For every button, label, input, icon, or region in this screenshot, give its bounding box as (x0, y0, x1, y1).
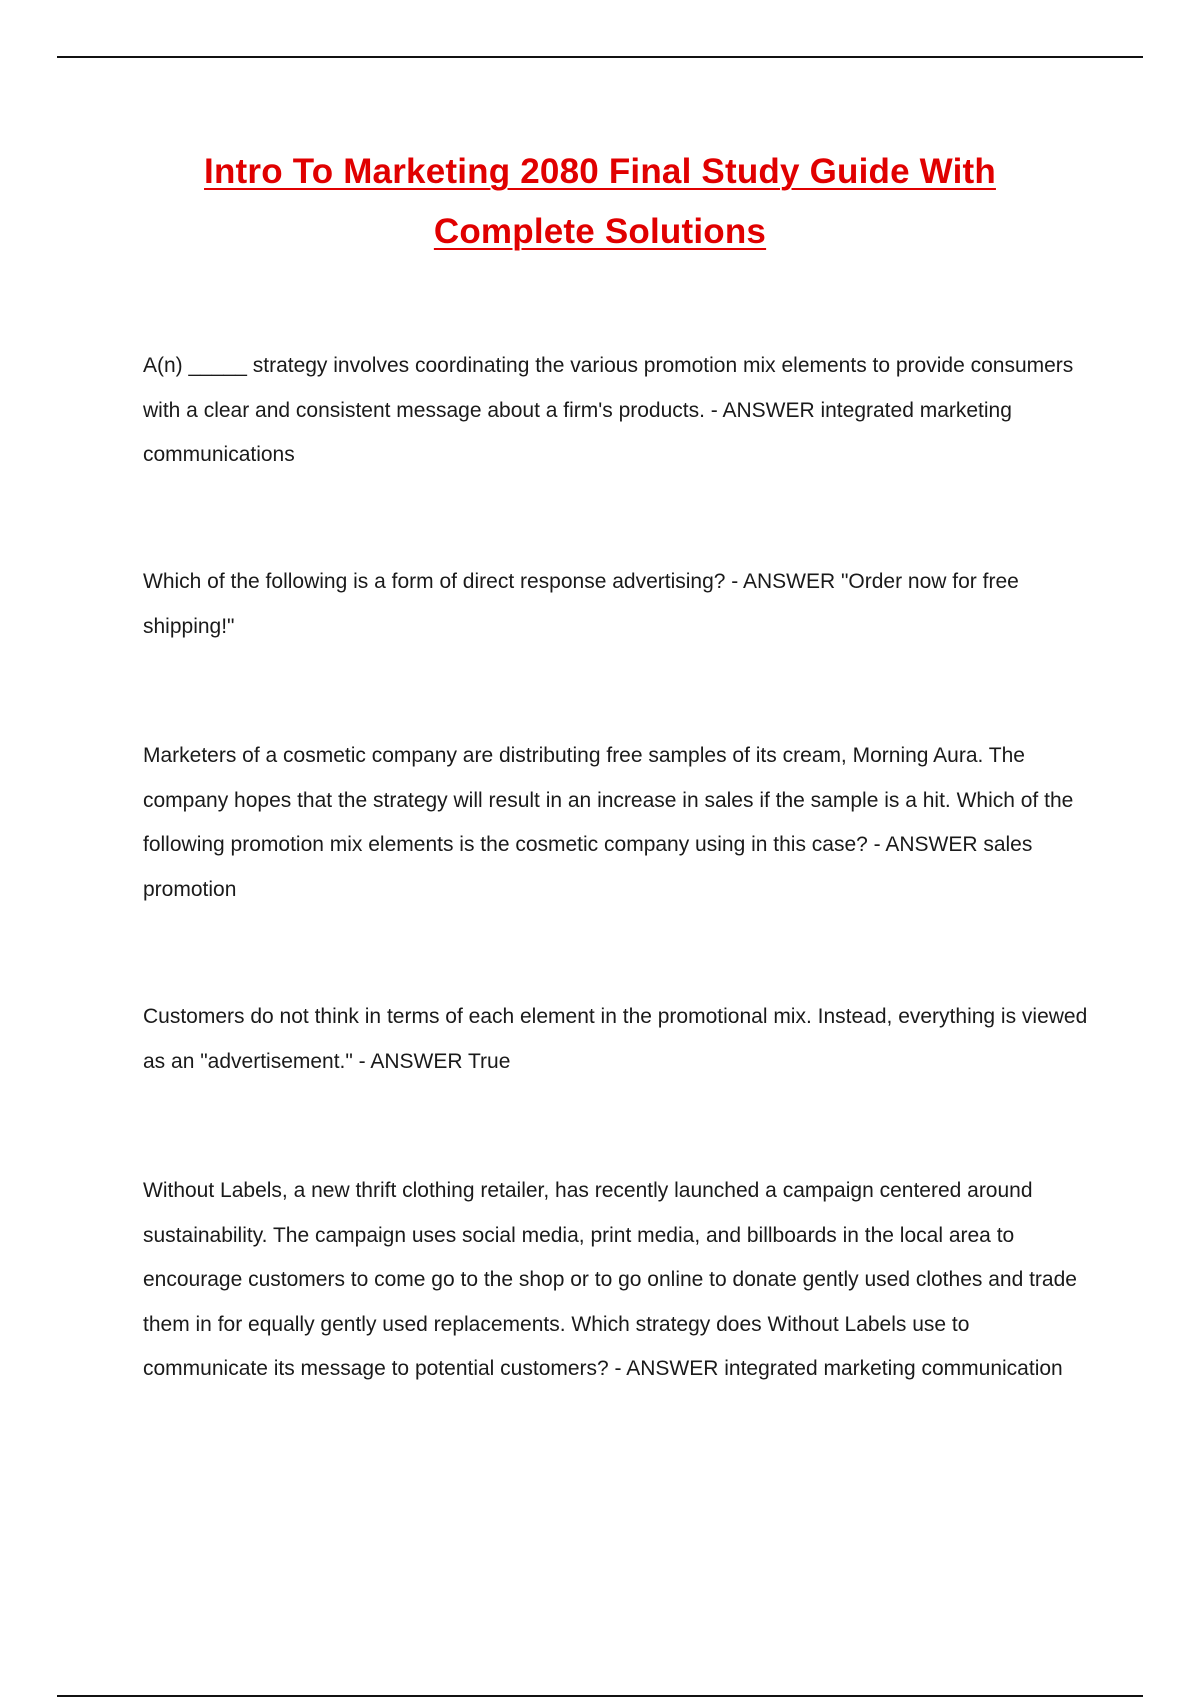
top-rule (57, 56, 1143, 58)
question-answer-2: Which of the following is a form of direct response advertising? - ANSWER "Order now for free shipping!" (143, 570, 1019, 638)
page-title (0, 142, 1200, 262)
question-answer-4: Customers do not think in terms of each element in the promotional mix. Instead, everything is viewed as an "advertisement." - ANSWER True (143, 1005, 1088, 1073)
bottom-rule (57, 1695, 1143, 1697)
question-answer-5: Without Labels, a new thrift clothing retailer, has recently launched a campaign centered around sustainability. The campaign uses social media, print media, and billboards in the local area to encourage customers to come go to the shop or to go online to donate gently used clothes and trade them in for equally gently used replacements. Which strategy does Without Labels use to communicate its message to potential customers? - ANSWER integrated marketing communication (143, 1179, 1077, 1380)
question-answer-3: Marketers of a cosmetic company are distributing free samples of its cream, Morning Aura. The company hopes that the strategy will result in an increase in sales if the sample is a hit. Which of the following promotion mix elements is the cosmetic company using in this case? - ANSWER sales promotion (143, 744, 1074, 901)
question-answer-1: A(n) _____ strategy involves coordinating the various promotion mix elements to provide consumers with a clear and consistent message about a firm's products. - ANSWER integrated marketing communications (143, 354, 1074, 466)
title-line-2: Complete Solutions (433, 212, 767, 251)
title-line-1: Intro To Marketing 2080 Final Study Guide With (204, 152, 996, 191)
